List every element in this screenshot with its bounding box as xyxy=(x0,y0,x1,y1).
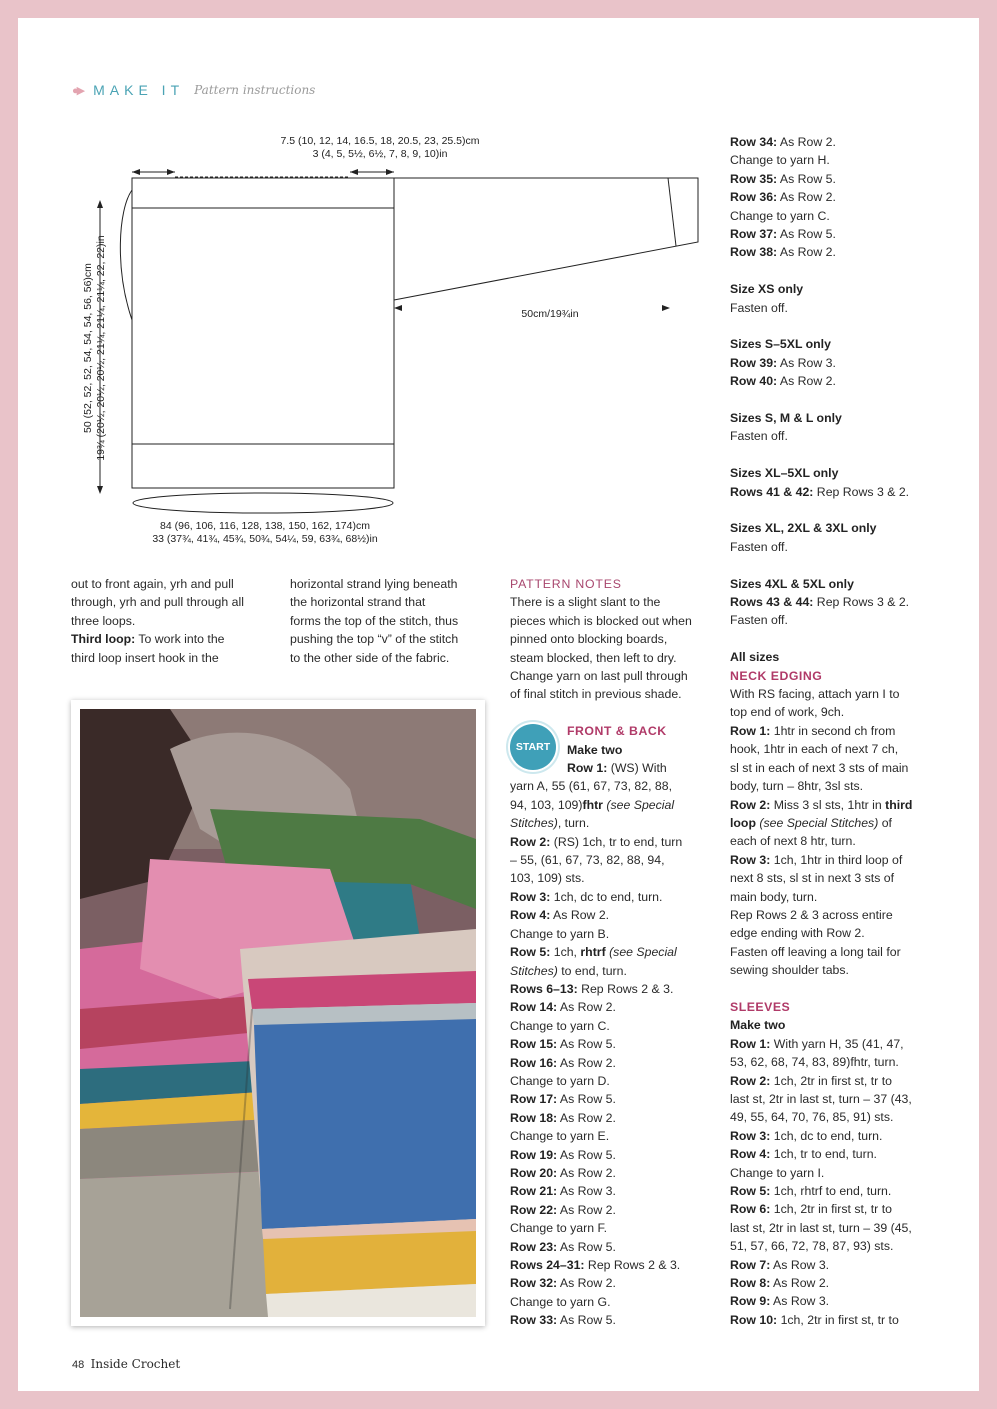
row-label: Rows 43 & 44: xyxy=(730,595,814,610)
third-loop-paragraph xyxy=(71,630,276,648)
size-heading: Size XS only xyxy=(730,282,804,297)
text-line xyxy=(510,962,715,980)
row-label: Row 20: xyxy=(510,1165,558,1180)
row-label: Row 8: xyxy=(730,1276,771,1291)
row-line xyxy=(510,1054,715,1072)
row-line xyxy=(510,1201,715,1219)
cuff-line xyxy=(668,178,676,246)
text-span: (see Special xyxy=(605,945,677,960)
length-dim-in: 19¾ (20½, 20½, 20½, 21¼, 21¼, 21¼, 22, 22)in xyxy=(95,235,107,461)
text-line xyxy=(510,796,715,814)
row-line xyxy=(510,998,715,1016)
row-line xyxy=(730,170,940,188)
text-span: As Row 2. xyxy=(557,1165,616,1180)
chest-dim-in: 33 (37¾, 41¾, 45¾, 50¾, 54¼, 59, 63¾, 68½)in xyxy=(152,533,378,545)
make-two-label: Make two xyxy=(730,1018,786,1033)
text-line: last st, 2tr in last st, turn – 37 (43, xyxy=(730,1092,912,1106)
text-span: to end, turn. xyxy=(557,963,627,978)
text-span: 1ch, xyxy=(550,945,581,960)
text-span: As Row 2. xyxy=(557,1276,616,1291)
text-line: Change to yarn D. xyxy=(510,1073,610,1088)
row-label: Row 19: xyxy=(510,1147,558,1162)
text-line: 51, 57, 66, 72, 78, 87, 93) sts. xyxy=(730,1239,894,1254)
text-line xyxy=(510,814,715,832)
text-span: Stitches) xyxy=(510,963,558,978)
sweater-photo xyxy=(71,700,485,1326)
text-line: Fasten off leaving a long tail for xyxy=(730,944,901,959)
text-span: As Row 3. xyxy=(557,1184,616,1199)
text-line: horizontal strand lying beneath xyxy=(290,577,458,591)
text-span: As Row 5. xyxy=(557,1037,616,1052)
third-loop-label: Third loop: xyxy=(71,632,136,647)
text-span: Rep Rows 3 & 2. xyxy=(813,484,910,499)
row-line xyxy=(510,888,715,906)
row-label: Row 37: xyxy=(730,227,778,242)
text-column-2 xyxy=(290,575,495,667)
row-label: Row 4: xyxy=(510,908,551,923)
row-line xyxy=(730,1127,940,1145)
pattern-notes-heading: PATTERN NOTES xyxy=(510,577,622,591)
row-line xyxy=(730,188,940,206)
text-line: third loop insert hook in the xyxy=(71,650,219,665)
text-span: As Row 2. xyxy=(777,135,836,149)
side-arrow-bottom xyxy=(97,486,103,494)
row-label: Rows 41 & 42: xyxy=(730,484,814,499)
text-line: Change to yarn C. xyxy=(730,208,830,223)
row-line xyxy=(510,1274,715,1292)
row-label: Row 40: xyxy=(730,374,778,389)
start-badge: START xyxy=(510,724,556,770)
row-label: Row 1: xyxy=(730,1036,771,1051)
size-heading: Sizes S, M & L only xyxy=(730,411,842,426)
row-line xyxy=(730,796,940,814)
row-line xyxy=(510,1164,715,1182)
neck-arrow-left-end xyxy=(167,169,175,175)
make-two-label: Make two xyxy=(567,742,623,757)
text-span: (WS) With xyxy=(607,761,667,776)
row-line xyxy=(730,722,940,740)
header-title: MAKE IT xyxy=(93,82,185,98)
row-line xyxy=(730,372,940,390)
text-line: edge ending with Row 2. xyxy=(730,926,865,941)
text-line: sl st in each of next 3 sts of main xyxy=(730,760,909,775)
sleeve-dimension-label: 50cm/19¾in xyxy=(521,308,579,320)
text-line: 49, 55, 64, 70, 76, 85, 91) sts. xyxy=(730,1110,894,1125)
text-span: As Row 5. xyxy=(557,1092,616,1107)
neck-dim-cm: 7.5 (10, 12, 14, 16.5, 18, 20.5, 23, 25.5)cm xyxy=(280,135,480,147)
text-span: As Row 3. xyxy=(777,355,836,370)
row-line xyxy=(730,354,940,372)
row-line xyxy=(730,133,940,151)
text-span: (see Special Stitches) xyxy=(755,815,879,830)
text-line: Fasten off. xyxy=(730,539,788,554)
text-line: Change to yarn G. xyxy=(510,1294,611,1309)
text-span: 1ch, tr to end, turn. xyxy=(770,1147,877,1162)
text-line: hook, 1htr in each of next 7 ch, xyxy=(730,742,899,757)
row-line xyxy=(510,980,715,998)
text-span: As Row 5. xyxy=(777,227,836,242)
row-line xyxy=(730,1274,940,1292)
text-line: Fasten off. xyxy=(730,613,788,628)
section-header xyxy=(72,80,315,100)
row-line xyxy=(730,1292,940,1310)
chest-dimension-label xyxy=(100,520,430,546)
size-heading: Sizes S–5XL only xyxy=(730,337,831,352)
row-label: Row 23: xyxy=(510,1239,558,1254)
text-span: 1ch, 2tr in first st, tr to xyxy=(770,1073,892,1088)
text-line: With RS facing, attach yarn I to xyxy=(730,687,900,702)
text-span: fhtr xyxy=(582,797,603,812)
neck-arrow-right-start xyxy=(350,169,358,175)
text-line: Change to yarn H. xyxy=(730,153,830,168)
header-subtitle: Pattern instructions xyxy=(194,83,316,97)
row-label: Row 3: xyxy=(730,1128,771,1143)
row-label: Row 32: xyxy=(510,1276,558,1291)
text-line: Fasten off. xyxy=(730,429,788,444)
row-label: Row 38: xyxy=(730,245,778,260)
row-label: Row 3: xyxy=(730,852,771,867)
row-label: Row 17: xyxy=(510,1092,558,1107)
neck-arrow-left xyxy=(132,169,140,175)
text-span: As Row 2. xyxy=(557,1202,616,1217)
text-span: As Row 2. xyxy=(550,908,610,923)
row-line xyxy=(730,1256,940,1274)
row-line xyxy=(730,1072,940,1090)
text-line: last st, 2tr in last st, turn – 39 (45, xyxy=(730,1220,912,1235)
text-span: As Row 2. xyxy=(777,374,836,389)
text-line: pieces which is blocked out when xyxy=(510,613,692,628)
row-line xyxy=(730,243,940,261)
row-label: Row 22: xyxy=(510,1202,558,1217)
text-span: As Row 2. xyxy=(557,1110,616,1125)
text-line: main body, turn. xyxy=(730,889,818,904)
text-line: 103, 109) sts. xyxy=(510,871,585,886)
row-label: Rows 6–13: xyxy=(510,981,578,996)
text-line: forms the top of the stitch, thus xyxy=(290,613,459,628)
neck-arrow-right xyxy=(386,169,394,175)
text-span: To work into the xyxy=(135,632,225,647)
text-line: pinned onto blocking boards, xyxy=(510,632,668,647)
length-dim-cm: 50 (52, 52, 52, 54, 54, 54, 56, 56)cm xyxy=(82,263,94,433)
text-span: Rep Rows 2 & 3. xyxy=(584,1258,681,1273)
text-span: As Row 2. xyxy=(777,190,836,205)
text-line: yarn A, 55 (61, 67, 73, 82, 88, xyxy=(510,779,673,794)
text-span: Rep Rows 3 & 2. xyxy=(813,595,910,610)
row-line xyxy=(510,1090,715,1108)
text-span: (see Special xyxy=(602,797,675,812)
row-label: Row 2: xyxy=(510,834,551,849)
size-heading: Sizes 4XL & 5XL only xyxy=(730,576,854,591)
row-label: Row 33: xyxy=(510,1313,558,1328)
header-arrow-icon: ●▶ xyxy=(72,84,84,97)
text-span: 1ch, dc to end, turn. xyxy=(770,1128,883,1143)
row-line xyxy=(510,1035,715,1053)
text-line: out to front again, yrh and pull xyxy=(71,577,234,591)
text-span: rhtrf xyxy=(580,945,606,960)
text-line: There is a slight slant to the xyxy=(510,595,661,610)
text-span: As Row 2. xyxy=(557,1000,616,1015)
row-label: Row 21: xyxy=(510,1184,558,1199)
text-line xyxy=(730,814,940,832)
row-line xyxy=(730,1035,940,1053)
row-line xyxy=(510,943,715,961)
row-label: Row 1: xyxy=(730,723,771,738)
text-span: Rep Rows 2 & 3. xyxy=(577,981,674,996)
row-label: Row 15: xyxy=(510,1037,558,1052)
row-label: Row 16: xyxy=(510,1055,558,1070)
sleeves-heading: SLEEVES xyxy=(730,999,791,1014)
text-span: Miss 3 sl sts, 1htr in xyxy=(770,797,886,812)
row-label: Row 36: xyxy=(730,190,778,205)
page-footer xyxy=(72,1357,180,1371)
text-span: 1ch, 2tr in first st, tr to xyxy=(770,1202,892,1217)
text-span: As Row 5. xyxy=(557,1313,616,1328)
text-span: 1htr in second ch from xyxy=(770,723,896,738)
text-line: the horizontal strand that xyxy=(290,595,426,610)
row-line xyxy=(510,1311,715,1329)
text-line: to the other side of the fabric. xyxy=(290,650,450,665)
body-outline xyxy=(132,178,394,488)
row-line xyxy=(730,1182,940,1200)
row-label: Row 7: xyxy=(730,1257,771,1272)
text-span: As Row 5. xyxy=(557,1147,616,1162)
sleeve-outline xyxy=(394,178,698,300)
text-line: Change yarn on last pull through xyxy=(510,669,688,684)
hem-ellipse xyxy=(133,493,393,513)
size-heading: Sizes XL, 2XL & 3XL only xyxy=(730,521,877,536)
row-label: Row 34: xyxy=(730,135,778,149)
row-line xyxy=(730,593,940,611)
text-line: Fasten off. xyxy=(730,300,788,315)
text-line: 53, 62, 68, 74, 83, 89)fhtr, turn. xyxy=(730,1055,899,1070)
row-line xyxy=(730,1311,940,1329)
row-label: Rows 24–31: xyxy=(510,1258,585,1273)
row-line xyxy=(510,1182,715,1200)
schematic-drawing xyxy=(70,130,720,560)
text-span: 1ch, rhtrf to end, turn. xyxy=(770,1184,892,1199)
row-label: Row 35: xyxy=(730,171,778,186)
text-line: Change to yarn F. xyxy=(510,1221,608,1236)
neck-dim-in: 3 (4, 5, 5½, 6½, 7, 8, 9, 10)in xyxy=(312,148,448,160)
text-span: 1ch, 1htr in third loop of xyxy=(770,852,903,867)
row-label: Row 2: xyxy=(730,1073,771,1088)
row-line xyxy=(510,1256,715,1274)
text-line: through, yrh and pull through all xyxy=(71,595,244,610)
text-span: As Row 2. xyxy=(557,1055,616,1070)
row-label: Row 39: xyxy=(730,355,778,370)
text-line: body, turn – 8htr, 3sl sts. xyxy=(730,779,864,794)
magazine-name: Inside Crochet xyxy=(90,1357,181,1371)
neck-dimension-label xyxy=(230,135,530,161)
text-span: As Row 5. xyxy=(557,1239,616,1254)
row-line xyxy=(510,906,715,924)
row-label: Row 2: xyxy=(730,797,771,812)
text-line: Rep Rows 2 & 3 across entire xyxy=(730,907,893,922)
row-label: Row 5: xyxy=(730,1184,771,1199)
text-line: Change to yarn I. xyxy=(730,1165,825,1180)
text-span: As Row 3. xyxy=(770,1257,830,1272)
row-label: Row 1: xyxy=(567,761,608,776)
text-span: As Row 5. xyxy=(777,171,836,186)
side-curve xyxy=(120,190,132,320)
text-span: As Row 2. xyxy=(777,245,836,260)
text-column-4 xyxy=(730,133,940,1329)
text-line: Change to yarn B. xyxy=(510,926,610,941)
text-span: 94, 103, 109) xyxy=(510,797,583,812)
text-line: sewing shoulder tabs. xyxy=(730,963,849,978)
all-sizes-heading: All sizes xyxy=(730,650,780,665)
text-line: each of next 8 htr, turn. xyxy=(730,834,856,849)
row-line xyxy=(730,851,940,869)
row-line xyxy=(730,1200,940,1218)
text-line: pushing the top “v” of the stitch xyxy=(290,632,459,647)
text-span: 1ch, dc to end, turn. xyxy=(550,889,663,904)
row-label: Row 14: xyxy=(510,1000,558,1015)
row-label: Row 9: xyxy=(730,1294,771,1309)
row-label: Row 18: xyxy=(510,1110,558,1125)
row-label: Row 10: xyxy=(730,1312,778,1327)
page-number: 48 xyxy=(72,1359,85,1371)
row-line xyxy=(730,225,940,243)
text-line: next 8 sts, sl st in next 3 sts of xyxy=(730,871,895,886)
text-span: , turn. xyxy=(557,816,590,831)
text-span: As Row 2. xyxy=(770,1276,830,1291)
sweater-photo-illustration xyxy=(80,709,476,1317)
row-line xyxy=(730,483,940,501)
row-2-line xyxy=(510,833,715,851)
text-span: (RS) 1ch, tr to end, turn xyxy=(550,834,683,849)
text-column-1 xyxy=(71,575,276,667)
row-label: Row 4: xyxy=(730,1147,771,1162)
text-line: of final stitch in previous shade. xyxy=(510,687,682,702)
text-span: third xyxy=(885,797,913,812)
text-span: of xyxy=(878,815,892,830)
text-column-3 xyxy=(510,575,715,1330)
neck-edging-heading: NECK EDGING xyxy=(730,668,823,683)
front-back-heading: FRONT & BACK xyxy=(567,724,667,739)
row-line xyxy=(730,1145,940,1163)
row-line xyxy=(510,1109,715,1127)
text-span: Stitches) xyxy=(510,816,558,831)
size-heading: Sizes XL–5XL only xyxy=(730,466,839,481)
row-label: Row 5: xyxy=(510,945,551,960)
text-span: As Row 3. xyxy=(770,1294,830,1309)
text-line: top end of work, 9ch. xyxy=(730,705,845,720)
length-dimension-label xyxy=(82,213,108,483)
text-line: steam blocked, then left to dry. xyxy=(510,650,677,665)
side-arrow-top xyxy=(97,200,103,208)
text-span: With yarn H, 35 (41, 47, xyxy=(770,1036,904,1051)
text-span: 1ch, 2tr in first st, tr to xyxy=(777,1312,899,1327)
front-back-section xyxy=(510,722,715,777)
text-line: Change to yarn E. xyxy=(510,1129,610,1144)
row-line xyxy=(510,1146,715,1164)
text-line: Change to yarn C. xyxy=(510,1018,610,1033)
row-line xyxy=(510,1238,715,1256)
row-label: Row 6: xyxy=(730,1202,771,1217)
chest-dim-cm: 84 (96, 106, 116, 128, 138, 150, 162, 174)cm xyxy=(160,520,370,532)
text-line: three loops. xyxy=(71,613,136,628)
schematic-diagram xyxy=(70,130,720,560)
text-line: – 55, (61, 67, 73, 82, 88, 94, xyxy=(510,853,665,868)
row-label: Row 3: xyxy=(510,889,551,904)
text-span: loop xyxy=(730,815,756,830)
